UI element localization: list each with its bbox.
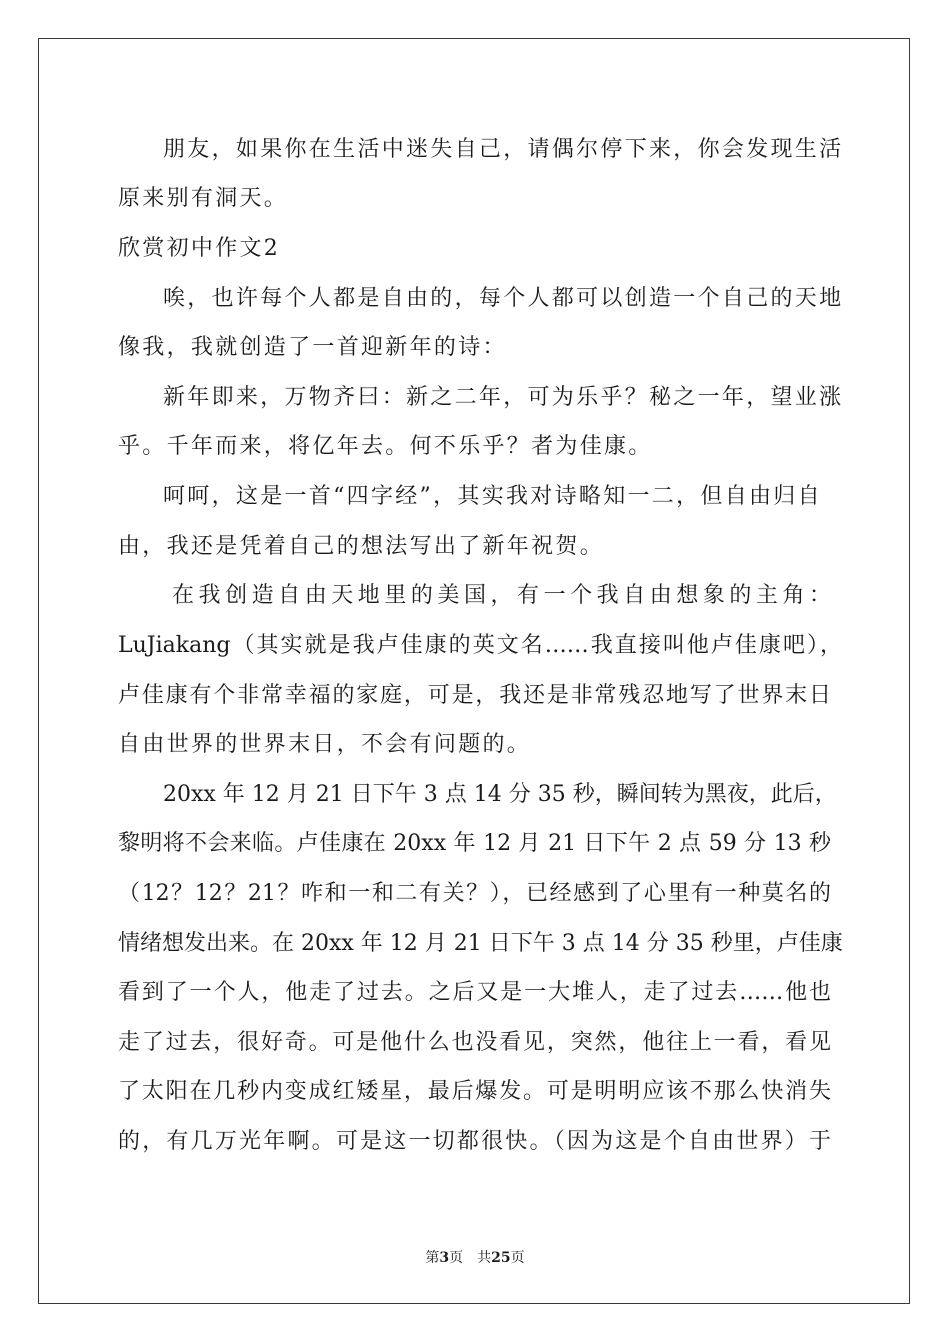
page-current: 3 (439, 1250, 450, 1266)
text-line: 走了过去，很好奇。可是他什么也没看见，突然，他往上一看，看见 (118, 1030, 831, 1055)
text-line: 看到了一个人，他走了过去。之后又是一大堆人，走了过去……他也 (118, 980, 831, 1005)
footer-prefix: 第 (425, 1250, 440, 1266)
text-line: 像我，我就创造了一首迎新年的诗： (118, 335, 507, 360)
text-line: 新年即来，万物齐曰：新之二年，可为乐乎？秘之一年，望业涨 (163, 385, 844, 410)
text-line: 呵呵，这是一首“四字经”，其实我对诗略知一二，但自由归自 (163, 484, 822, 509)
text-line: 情绪想发出来。在 20xx 年 12 月 21 日下午 3 点 14 分 35 秒里，卢佳康 (118, 931, 843, 956)
text-line: 卢佳康有个非常幸福的家庭，可是，我还是非常残忍地写了世界末日 (118, 683, 831, 708)
section-heading: 欣赏初中作文2 (118, 236, 281, 261)
text-line: 唉，也许每个人都是自由的，每个人都可以创造一个自己的天地 (163, 286, 844, 311)
footer-suffix: 页 (510, 1250, 525, 1266)
text-line: 乎。千年而来，将亿年去。何不乐乎？者为佳康。 (118, 434, 653, 459)
text-line: 在我创造自由天地里的美国，有一个我自由想象的主角： (172, 583, 831, 608)
text-line: 由，我还是凭着自己的想法写出了新年祝贺。 (118, 534, 605, 559)
text-line: 的，有几万光年啊。可是这一切都很快。（因为这是个自由世界）于 (118, 1129, 831, 1154)
page-total: 25 (491, 1250, 511, 1266)
text-line: （12？12？21？咋和一和二有关？），已经感到了心里有一种莫名的 (118, 881, 831, 906)
page-border (38, 38, 910, 1304)
text-line: 黎明将不会来临。卢佳康在 20xx 年 12 月 21 日下午 2 点 59 分 13 秒 (118, 831, 831, 856)
text-line: LuJiakang（其实就是我卢佳康的英文名……我直接叫他卢佳康吧）， (118, 633, 842, 658)
text-line: 原来别有洞天。 (118, 186, 289, 211)
text-line: 20xx 年 12 月 21 日下午 3 点 14 分 35 秒，瞬间转为黑夜，此后， (163, 782, 837, 807)
text-line: 朋友，如果你在生活中迷失自己，请偶尔停下来，你会发现生活 (163, 137, 844, 162)
text-line: 了太阳在几秒内变成红矮星，最后爆发。可是明明应该不那么快消失 (118, 1079, 831, 1104)
page-footer (0, 1247, 950, 1267)
text-line: 自由世界的世界末日，不会有问题的。 (118, 732, 532, 757)
footer-mid: 页 共 (449, 1250, 492, 1266)
